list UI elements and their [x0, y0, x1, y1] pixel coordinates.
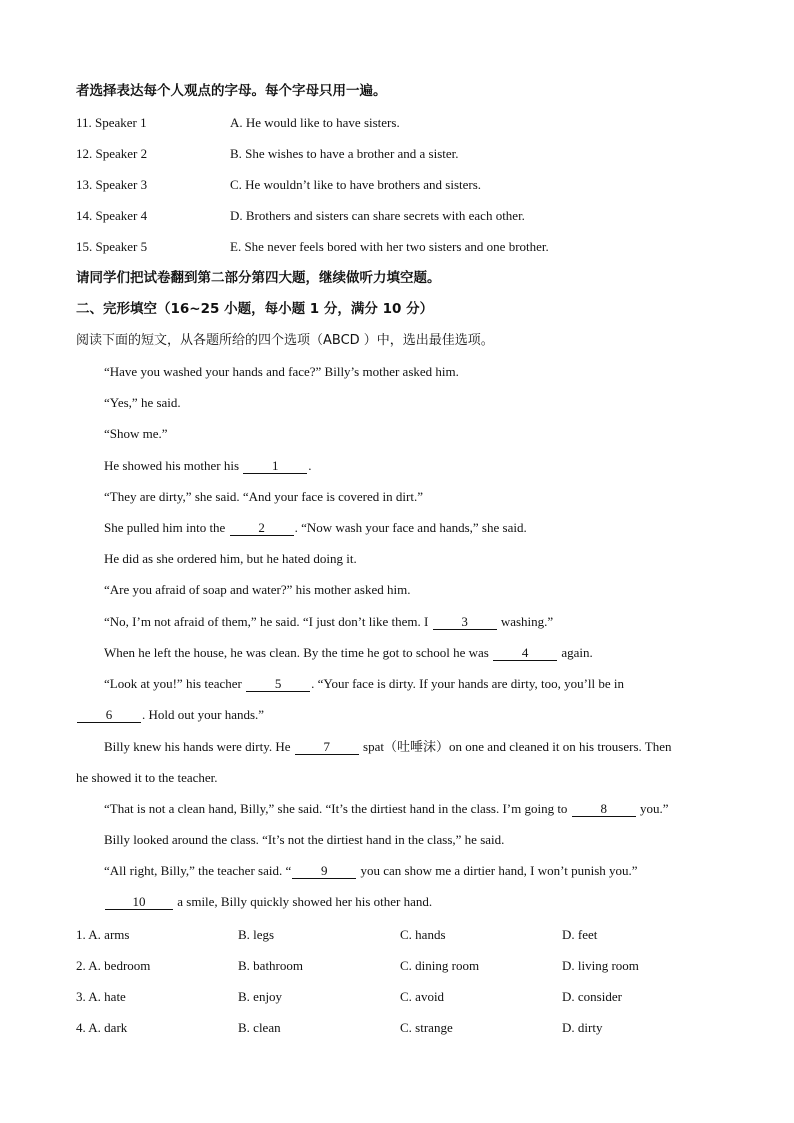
passage-line: She pulled him into the 2 . “Now wash your face and hands,” she said. — [104, 520, 527, 535]
passage-line: When he left the house, he was clean. By the time he got to school he was 4 again. — [104, 645, 593, 660]
passage-line: “They are dirty,” she said. “And your face is covered in dirt.” — [104, 489, 423, 504]
passage-line: “Have you washed your hands and face?” Billy’s mother asked him. — [104, 364, 459, 379]
matching-speaker: 12. Speaker 2 — [76, 146, 148, 161]
matching-speaker: 15. Speaker 5 — [76, 239, 148, 254]
blank-5: 5 — [246, 677, 310, 692]
blank-6: 6 — [77, 708, 141, 723]
option-b[interactable]: B. bathroom — [238, 958, 303, 973]
turn-note: 请同学们把试卷翻到第二部分第四大题，继续做听力填空题。 — [76, 270, 441, 286]
option-a[interactable]: 3. A. hate — [76, 989, 126, 1004]
blank-1: 1 — [243, 459, 307, 474]
option-a[interactable]: 1. A. arms — [76, 927, 130, 942]
blank-3: 3 — [433, 615, 497, 630]
option-d[interactable]: D. consider — [562, 989, 622, 1004]
matching-option: E. She never feels bored with her two sisters and one brother. — [230, 239, 549, 254]
matching-option: D. Brothers and sisters can share secrets with each other. — [230, 208, 525, 223]
blank-2: 2 — [230, 521, 294, 536]
option-c[interactable]: C. strange — [400, 1020, 453, 1035]
passage-line: “No, I’m not afraid of them,” he said. “I just don’t like them. I 3 washing.” — [104, 614, 554, 629]
passage-line: Billy knew his hands were dirty. He 7 spat（吐唾沫）on one and cleaned it on his trousers. Then — [104, 739, 672, 754]
option-b[interactable]: B. clean — [238, 1020, 281, 1035]
blank-9: 9 — [292, 864, 356, 879]
passage-line: 6 . Hold out your hands.” — [76, 706, 764, 724]
passage-line: Billy looked around the class. “It’s not the dirtiest hand in the class,” he said. — [104, 832, 505, 847]
instruction-tail: 者选择表达每个人观点的字母。每个字母只用一遍。 — [76, 83, 387, 99]
passage-line: “That is not a clean hand, Billy,” she said. “It’s the dirtiest hand in the class. I’m going to 8 you.” — [104, 801, 669, 816]
matching-option: A. He would like to have sisters. — [230, 115, 400, 130]
matching-speaker: 14. Speaker 4 — [76, 208, 148, 223]
passage-line: he showed it to the teacher. — [76, 770, 218, 785]
blank-4: 4 — [493, 646, 557, 661]
passage-line: 10 a smile, Billy quickly showed her his other hand. — [104, 893, 764, 911]
matching-option: C. He wouldn’t like to have brothers and sisters. — [230, 177, 482, 192]
matching-speaker: 13. Speaker 3 — [76, 177, 148, 192]
option-a[interactable]: 2. A. bedroom — [76, 958, 151, 973]
passage-line: “Yes,” he said. — [104, 395, 181, 410]
blank-8: 8 — [572, 802, 636, 817]
section-title: 二、完形填空（16~25 小题，每小题 1 分，满分 10 分） — [76, 301, 434, 317]
option-d[interactable]: D. feet — [562, 927, 598, 942]
matching-option: B. She wishes to have a brother and a sister. — [230, 146, 459, 161]
option-c[interactable]: C. hands — [400, 927, 446, 942]
option-a[interactable]: 4. A. dark — [76, 1020, 128, 1035]
passage-line: “Show me.” — [104, 426, 168, 441]
passage-line: He showed his mother his 1 . — [104, 458, 312, 473]
blank-10: 10 — [105, 895, 173, 910]
option-c[interactable]: C. avoid — [400, 989, 445, 1004]
passage-line: “Are you afraid of soap and water?” his mother asked him. — [104, 582, 411, 597]
blank-7: 7 — [295, 740, 359, 755]
option-b[interactable]: B. enjoy — [238, 989, 283, 1004]
option-d[interactable]: D. dirty — [562, 1020, 603, 1035]
passage-line: He did as she ordered him, but he hated doing it. — [104, 551, 357, 566]
option-d[interactable]: D. living room — [562, 958, 639, 973]
option-c[interactable]: C. dining room — [400, 958, 480, 973]
passage-line: “Look at you!” his teacher 5 . “Your face is dirty. If your hands are dirty, too, you’ll be in — [104, 676, 625, 691]
section-instruction: 阅读下面的短文，从各题所给的四个选项（ABCD ）中，选出最佳选项。 — [76, 333, 494, 348]
passage-line: “All right, Billy,” the teacher said. “ 9 you can show me a dirtier hand, I won’t punish you.” — [104, 863, 638, 878]
matching-speaker: 11. Speaker 1 — [76, 115, 147, 130]
option-b[interactable]: B. legs — [238, 927, 275, 942]
